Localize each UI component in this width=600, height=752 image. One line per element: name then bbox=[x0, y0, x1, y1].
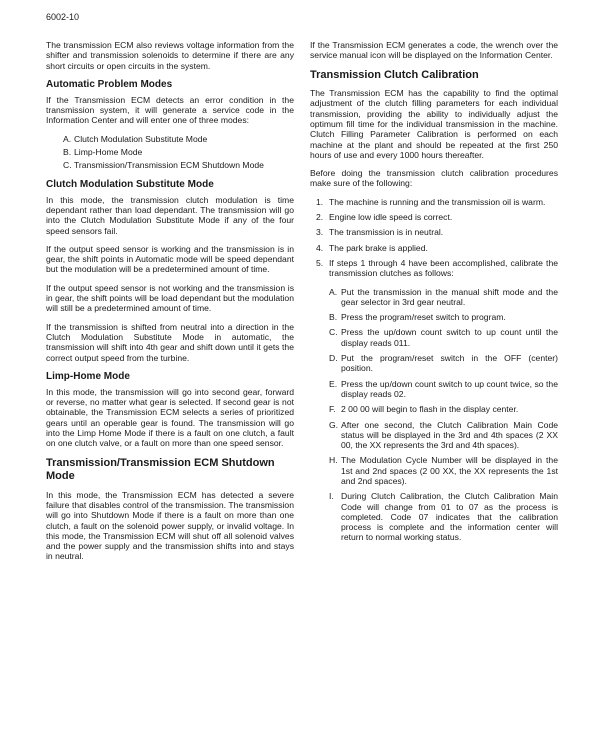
shutdown-mode-paragraph: In this mode, the Transmission ECM has detected a severe failure that disables control of the transmission. The transmission will go into Shutdown Mode if there is a fault on more than one clutch, a fault on the solenoid power supply, or invalid voltage. In this mode, the Transmission ECM will shut off all solenoid valves and the power supply and the transmission shifts into and stays in neutral. bbox=[46, 489, 294, 562]
clutch-calibration-paragraph-2: Before doing the transmission clutch calibration procedures make sure of the following: bbox=[310, 168, 558, 189]
right-column bbox=[310, 40, 558, 551]
substep-marker: I. bbox=[329, 491, 334, 502]
left-column bbox=[46, 40, 294, 570]
step-text: If steps 1 through 4 have been accomplished, calibrate the transmission clutches as follows: bbox=[329, 257, 558, 279]
substep-marker: D. bbox=[329, 353, 338, 364]
substep-text: Press the up/down count switch to up count until the display reads 011. bbox=[341, 327, 558, 348]
substep-text: Put the program/reset switch in the OFF (center) position. bbox=[341, 353, 558, 374]
substep-item bbox=[329, 327, 558, 348]
code-paragraph: If the Transmission ECM generates a code, the wrench over the service manual icon will be displayed on the Information Center. bbox=[310, 40, 558, 61]
substep-text: Press the program/reset switch to program. bbox=[341, 312, 506, 323]
mode-item bbox=[63, 134, 294, 144]
substep-text: 2 00 00 will begin to flash in the display center. bbox=[341, 404, 519, 415]
mode-marker: C. bbox=[63, 160, 72, 171]
limp-home-heading: Limp-Home Mode bbox=[46, 370, 130, 382]
clutch-modulation-paragraph-4: If the transmission is shifted from neutral into a direction in the Clutch Modulation Substitute Mode in automatic, the transmission will shift into 4th gear and shift down until it gets the correct output speed from the turbine. bbox=[46, 321, 294, 363]
mode-text: Limp-Home Mode bbox=[74, 147, 143, 158]
step-item bbox=[316, 258, 558, 279]
mode-text: Clutch Modulation Substitute Mode bbox=[74, 133, 208, 144]
automatic-problem-modes-heading: Automatic Problem Modes bbox=[46, 78, 173, 90]
step-marker: 4. bbox=[316, 242, 324, 253]
step-text: The transmission is in neutral. bbox=[329, 227, 444, 238]
intro-paragraph: The transmission ECM also reviews voltage information from the shifter and transmission solenoids to determine if there are any short circuits or open circuits in the system. bbox=[46, 40, 294, 71]
clutch-calibration-paragraph-1: The Transmission ECM has the capability to find the optimal adjustment of the clutch filling parameters for each individual transmission, providing the ability to individually adjust the optimum fill time for the individual transmission in the machine. Clutch Filling Parameter Calibration is performed on each machine at the plant and should be repeated at the first 250 hours of use and every 1000 hours thereafter. bbox=[310, 88, 558, 160]
substep-marker: F. bbox=[329, 404, 336, 415]
substep-text: During Clutch Calibration, the Clutch Calibration Main Code will change from 01 to 07 as the process is completed. Code 07 indicates that the calibration process is complete and the information center will return to normal working status. bbox=[341, 491, 558, 543]
substep-marker: A. bbox=[329, 286, 338, 297]
page-number: 6002-10 bbox=[46, 12, 80, 22]
substep-item bbox=[329, 353, 558, 374]
substep-marker: G. bbox=[329, 419, 339, 430]
clutch-modulation-paragraph-2: If the output speed sensor is working and the transmission is in gear, the shift points in Automatic mode will be speed dependant but the modulation will be a predetermined amount of time. bbox=[46, 243, 294, 275]
mode-item bbox=[63, 147, 294, 157]
substep-text: Press the up/down count switch to up count twice, so the display reads 02. bbox=[341, 378, 558, 399]
mode-marker: B. bbox=[63, 147, 72, 158]
substep-marker: C. bbox=[329, 327, 338, 338]
step-text: Engine low idle speed is correct. bbox=[329, 212, 453, 223]
clutch-modulation-paragraph-1: In this mode, the transmission clutch modulation is time dependant rather than load dependant. The transmission will go into the Clutch Modulation Substitute Mode if any of the four speed sensors fail. bbox=[46, 194, 294, 236]
step-item bbox=[316, 197, 558, 207]
clutch-modulation-paragraph-3: If the output speed sensor is not working and the transmission is in gear, the shift points will be load dependant but the modulation will still be a predetermined amount of time. bbox=[46, 282, 294, 314]
shutdown-mode-heading: Transmission/Transmission ECM Shutdown Mode bbox=[46, 456, 275, 483]
step-item bbox=[316, 243, 558, 253]
substep-text: Put the transmission in the manual shift mode and the gear selector in 3rd gear neutral. bbox=[341, 286, 558, 307]
steps-list bbox=[310, 197, 558, 279]
substep-text: After one second, the Clutch Calibration Main Code status will be displayed in the 3rd and 4th spaces (2 XX 00, the XX represents the 3rd and 4th spaces). bbox=[341, 419, 558, 451]
substep-item bbox=[329, 379, 558, 400]
modes-list bbox=[46, 134, 294, 171]
substeps-list bbox=[310, 287, 558, 543]
mode-item bbox=[63, 160, 294, 170]
substep-item bbox=[329, 455, 558, 486]
limp-home-paragraph: In this mode, the transmission will go into second gear, forward or reverse, no matter what gear is selected. If second gear is not obtainable, the Transmission ECM selects a series of prioritized gears until an operable gear is found. The transmission will go into the Limp Home Mode if there is a fault on one clutch, a fault on one clutch valve, or a fault on more than one speed sensor. bbox=[46, 386, 294, 449]
substep-item bbox=[329, 312, 558, 322]
clutch-modulation-heading: Clutch Modulation Substitute Mode bbox=[46, 178, 214, 190]
step-item bbox=[316, 212, 558, 222]
clutch-calibration-heading: Transmission Clutch Calibration bbox=[310, 68, 479, 81]
substep-item bbox=[329, 491, 558, 542]
step-text: The machine is running and the transmission oil is warm. bbox=[329, 196, 546, 207]
step-marker: 3. bbox=[316, 227, 324, 238]
substep-item bbox=[329, 287, 558, 308]
substep-marker: E. bbox=[329, 378, 338, 389]
mode-marker: A. bbox=[63, 133, 72, 144]
step-text: The park brake is applied. bbox=[329, 242, 428, 253]
substep-item bbox=[329, 404, 558, 414]
substep-marker: H. bbox=[329, 455, 338, 466]
step-marker: 5. bbox=[316, 257, 324, 268]
automatic-problem-modes-text: If the Transmission ECM detects an error condition in the transmission system, it will generate a service code in the Information Center and will enter one of three modes: bbox=[46, 94, 294, 126]
step-marker: 1. bbox=[316, 196, 324, 207]
mode-text: Transmission/Transmission ECM Shutdown Mode bbox=[74, 160, 264, 171]
substep-text: The Modulation Cycle Number will be displayed in the 1st and 2nd spaces (2 00 XX, the XX represents the 1st and 2nd spaces). bbox=[341, 455, 558, 486]
substep-marker: B. bbox=[329, 312, 338, 323]
step-marker: 2. bbox=[316, 212, 324, 223]
substep-item bbox=[329, 420, 558, 451]
step-item bbox=[316, 227, 558, 237]
